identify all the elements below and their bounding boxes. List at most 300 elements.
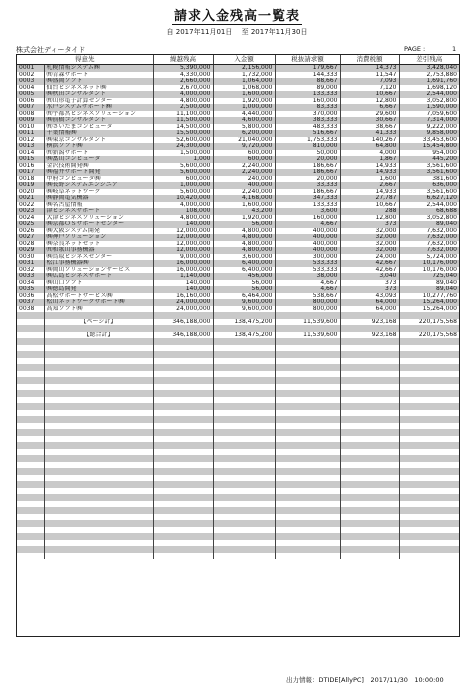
cell-balance: 2,544,000	[399, 91, 459, 98]
cell-tax: 32,000	[340, 241, 399, 248]
cell-billing: 20,000	[275, 176, 340, 183]
cell-code: 0011	[17, 130, 44, 137]
cell-billing: 89,000	[275, 85, 340, 92]
cell-payment: 56,000	[213, 280, 275, 287]
cell-empty	[340, 553, 399, 560]
cell-empty	[399, 553, 459, 560]
cell-tax: 29,600	[340, 111, 399, 118]
cell-name: ㈱長野システムエンジニア	[44, 182, 153, 189]
cell-billing: 800,000	[275, 306, 340, 313]
cell-name: 松山ネットワークサポート㈱	[44, 299, 153, 306]
cell-name: 千葉情報㈱	[44, 130, 153, 137]
cell-billing: 533,333	[275, 260, 340, 267]
cell-tax: 923,168	[340, 319, 399, 326]
cell-name: 高松サポートサービス㈱	[44, 293, 153, 300]
cell-payment: 9,720,000	[213, 143, 275, 150]
cell-payment: 4,168,000	[213, 195, 275, 202]
cell-code: 0033	[17, 273, 44, 280]
cell-billing: 483,333	[275, 124, 340, 131]
cell-tax: 373	[340, 221, 399, 228]
cell-carryover: 5,390,000	[153, 65, 213, 72]
cell-billing: 11,539,600	[275, 319, 340, 326]
cell-name: ㈱静岡電気機器	[44, 195, 153, 202]
company-name: 株式会社ディータイド	[16, 46, 86, 54]
cell-carryover: 52,600,000	[153, 137, 213, 144]
cell-tax: 11,547	[340, 72, 399, 79]
cell-empty	[44, 553, 153, 560]
cell-name: 【総合計】	[44, 332, 153, 339]
cell-name: ㈱岡山ソリューションサービス	[44, 267, 153, 274]
cell-balance: 89,040	[399, 221, 459, 228]
cell-payment: 138,475,200	[213, 319, 275, 326]
cell-carryover: 4,000,000	[153, 202, 213, 209]
cell-code: 0014	[17, 150, 44, 157]
cell-code: 0004	[17, 85, 44, 92]
cell-code: 0001	[17, 65, 44, 72]
cell-carryover: 24,000,000	[153, 299, 213, 306]
cell-name: ㈱奈良ネットセット	[44, 241, 153, 248]
cell-billing: 133,333	[275, 91, 340, 98]
cell-payment: 1,732,000	[213, 72, 275, 79]
cell-code: 0030	[17, 254, 44, 261]
cell-tax: 373	[340, 286, 399, 293]
cell-name: ㈲宇都宮ビジネスソリューション	[44, 111, 153, 118]
balance-table	[17, 55, 459, 559]
cell-balance: 3,052,800	[399, 98, 459, 105]
cell-carryover: 1,000,000	[153, 182, 213, 189]
cell-name: ㈲青森サポート	[44, 72, 153, 79]
cell-carryover: 4,800,000	[153, 98, 213, 105]
cell-tax: 12,800	[340, 98, 399, 105]
cell-code: 0035	[17, 286, 44, 293]
cell-billing: 400,000	[275, 247, 340, 254]
cell-code: 0009	[17, 117, 44, 124]
cell-code: 0037	[17, 299, 44, 306]
cell-name: ㈱京都ＯＳサポートセンター	[44, 221, 153, 228]
cell-payment: 400,000	[213, 182, 275, 189]
cell-tax: 288	[340, 208, 399, 215]
cell-balance: 3,052,800	[399, 215, 459, 222]
cell-billing: 83,333	[275, 104, 340, 111]
report-title: 請求入金残高一覧表	[173, 9, 300, 24]
cell-code: 0029	[17, 247, 44, 254]
cell-billing: 88,667	[275, 78, 340, 85]
cell-payment: 4,800,000	[213, 228, 275, 235]
cell-carryover: 16,000,000	[153, 260, 213, 267]
output-info: 出力情報：DTIDE[AllyPC] 2017/11/30 10:00:00	[286, 676, 444, 684]
cell-carryover: 1,500,000	[153, 150, 213, 157]
cell-empty	[213, 553, 275, 560]
cell-code: 0019	[17, 182, 44, 189]
cell-balance: 381,600	[399, 176, 459, 183]
cell-name: ㈱広島ビジネスサポート	[44, 273, 153, 280]
cell-balance: 10,277,760	[399, 293, 459, 300]
cell-name: ㈲新潟サポート	[44, 150, 153, 157]
cell-name: ㈱神戸ソリューション	[44, 234, 153, 241]
cell-code: 0028	[17, 241, 44, 248]
title-underline	[172, 24, 302, 25]
cell-balance: 89,040	[399, 280, 459, 287]
cell-code: 0032	[17, 267, 44, 274]
cell-billing: 370,000	[275, 111, 340, 118]
cell-balance: 3,561,600	[399, 169, 459, 176]
cell-payment: 4,800,000	[213, 247, 275, 254]
table-body	[17, 65, 459, 560]
cell-billing: 179,667	[275, 65, 340, 72]
cell-carryover: 140,000	[153, 286, 213, 293]
cell-billing: 516,667	[275, 130, 340, 137]
cell-carryover: 16,160,000	[153, 293, 213, 300]
header-row	[17, 55, 459, 65]
cell-billing: 4,667	[275, 286, 340, 293]
cell-billing: 50,000	[275, 150, 340, 157]
cell-balance: 6,627,120	[399, 195, 459, 202]
cell-name: 松江事務機器㈱	[44, 260, 153, 267]
cell-code: 0027	[17, 234, 44, 241]
cell-tax: 6,667	[340, 104, 399, 111]
cell-name: ㈱秋田コンサルタント	[44, 91, 153, 98]
cell-billing: 533,333	[275, 267, 340, 274]
cell-carryover: 14,500,000	[153, 124, 213, 131]
cell-payment: 456,000	[213, 273, 275, 280]
cell-tax: 42,667	[340, 267, 399, 274]
cell-billing: 4,667	[275, 280, 340, 287]
cell-billing: 1,753,333	[275, 137, 340, 144]
cell-name: ㈱岐阜ネットワーク	[44, 189, 153, 196]
header-customer: 得意先	[17, 55, 153, 65]
cell-tax: 64,000	[340, 299, 399, 306]
cell-payment: 600,000	[213, 156, 275, 163]
cell-payment: 5,800,000	[213, 124, 275, 131]
cell-payment: 2,240,000	[213, 163, 275, 170]
cell-name: ㈱山口ソフト	[44, 280, 153, 287]
cell-billing: 186,667	[275, 169, 340, 176]
cell-tax: 14,373	[340, 65, 399, 72]
balance-table-frame	[16, 54, 460, 637]
cell-billing: 300,000	[275, 254, 340, 261]
cell-carryover: 12,000,000	[153, 241, 213, 248]
cell-balance: 636,000	[399, 182, 459, 189]
cell-carryover: 108,000	[153, 208, 213, 215]
cell-name: 札幌情報システム㈱	[44, 65, 153, 72]
cell-tax: 7,120	[340, 85, 399, 92]
cell-name: ㈱富山コンピュータ	[44, 156, 153, 163]
cell-payment: 1,600,000	[213, 202, 275, 209]
cell-tax: 64,800	[340, 143, 399, 150]
cell-carryover: 1,140,000	[153, 273, 213, 280]
cell-carryover: 1,000	[153, 156, 213, 163]
cell-name: ㈱前橋コンサルタント	[44, 117, 153, 124]
cell-billing: 400,000	[275, 241, 340, 248]
table-row	[17, 65, 459, 72]
cell-tax: 10,667	[340, 202, 399, 209]
cell-code: 0021	[17, 195, 44, 202]
cell-carryover: 4,330,000	[153, 72, 213, 79]
cell-payment: 2,240,000	[213, 169, 275, 176]
cell-carryover: 5,600,000	[153, 163, 213, 170]
cell-balance: 33,453,600	[399, 137, 459, 144]
cell-carryover: 12,000,000	[153, 234, 213, 241]
total-row	[17, 319, 459, 326]
cell-carryover: 12,000,000	[153, 228, 213, 235]
cell-payment: 56,000	[213, 286, 275, 293]
cell-code: 0018	[17, 176, 44, 183]
cell-payment: 1,920,000	[213, 98, 275, 105]
cell-payment: 1,920,000	[213, 215, 275, 222]
cell-balance: 3,561,600	[399, 189, 459, 196]
cell-payment: 600,000	[213, 150, 275, 157]
cell-payment: 1,068,000	[213, 85, 275, 92]
cell-balance: 7,632,000	[399, 241, 459, 248]
cell-carryover: 16,000,000	[153, 267, 213, 274]
cell-name: ㈱福井サポート開発	[44, 169, 153, 176]
cell-tax: 38,667	[340, 124, 399, 131]
cell-carryover: 12,000,000	[153, 247, 213, 254]
cell-name: 横浜ソフト㈱	[44, 143, 153, 150]
cell-empty	[275, 553, 340, 560]
cell-code: 0013	[17, 143, 44, 150]
cell-empty	[153, 553, 213, 560]
cell-carryover: 24,300,000	[153, 143, 213, 150]
report-period: 自 2017年11月01日 至 2017年11月30日	[166, 28, 308, 36]
cell-balance: 1,590,000	[399, 104, 459, 111]
cell-code: 0017	[17, 169, 44, 176]
cell-name: ㈱盛岡ソフト	[44, 78, 153, 85]
cell-payment: 6,400,000	[213, 260, 275, 267]
cell-tax: 3,040	[340, 273, 399, 280]
cell-carryover: 24,000,000	[153, 306, 213, 313]
cell-billing: 810,000	[275, 143, 340, 150]
cell-tax: 1,600	[340, 176, 399, 183]
cell-name: ㈲山形電子計算センター	[44, 98, 153, 105]
cell-carryover: 346,188,000	[153, 319, 213, 326]
cell-carryover: 15,500,000	[153, 130, 213, 137]
cell-carryover: 140,000	[153, 221, 213, 228]
cell-code: 0015	[17, 156, 44, 163]
cell-carryover: 9,000,000	[153, 254, 213, 261]
cell-billing: 538,667	[275, 293, 340, 300]
cell-code: 0008	[17, 111, 44, 118]
cell-balance: 10,176,000	[399, 267, 459, 274]
cell-billing: 400,000	[275, 228, 340, 235]
cell-payment: 43,200	[213, 208, 275, 215]
cell-tax: 27,787	[340, 195, 399, 202]
cell-tax: 14,933	[340, 163, 399, 170]
cell-tax: 1,867	[340, 156, 399, 163]
cell-payment: 1,000,000	[213, 104, 275, 111]
cell-balance: 5,724,000	[399, 254, 459, 261]
cell-code: 0007	[17, 104, 44, 111]
cell-tax: 12,800	[340, 215, 399, 222]
cell-code: 0036	[17, 293, 44, 300]
cell-payment: 240,000	[213, 176, 275, 183]
cell-billing: 3,600	[275, 208, 340, 215]
cell-payment: 138,475,200	[213, 332, 275, 339]
total-row	[17, 332, 459, 339]
cell-name: ㈱大阪システム開発	[44, 228, 153, 235]
cell-balance: 15,264,000	[399, 306, 459, 313]
cell-code: 0016	[17, 163, 44, 170]
cell-code: 0022	[17, 202, 44, 209]
cell-name: 水戸システムサポート㈱	[44, 104, 153, 111]
blank-row	[17, 553, 459, 560]
cell-code: 0026	[17, 228, 44, 235]
cell-tax: 140,267	[340, 137, 399, 144]
cell-balance: 7,059,600	[399, 111, 459, 118]
cell-tax: 14,933	[340, 169, 399, 176]
cell-payment: 6,464,000	[213, 293, 275, 300]
cell-name: 津ビジネスサポート	[44, 208, 153, 215]
cell-balance: 1,691,760	[399, 78, 459, 85]
cell-carryover: 11,100,000	[153, 111, 213, 118]
cell-name: 大津ビジネスソリューション	[44, 215, 153, 222]
cell-code: 0034	[17, 280, 44, 287]
cell-billing: 186,667	[275, 189, 340, 196]
cell-code: 0023	[17, 208, 44, 215]
cell-billing: 20,000	[275, 156, 340, 163]
cell-payment: 9,600,000	[213, 299, 275, 306]
cell-name: 甲府コンピュータ㈱	[44, 176, 153, 183]
cell-code: 0005	[17, 91, 44, 98]
cell-name: ㈱東京コンサルタント	[44, 137, 153, 144]
cell-balance: 7,632,000	[399, 228, 459, 235]
cell-balance: 9,222,000	[399, 124, 459, 131]
cell-empty	[17, 553, 44, 560]
cell-carryover: 2,670,000	[153, 85, 213, 92]
cell-tax: 32,000	[340, 247, 399, 254]
cell-carryover: 600,000	[153, 176, 213, 183]
cell-billing: 38,000	[275, 273, 340, 280]
cell-code: 0006	[17, 98, 44, 105]
cell-code: 0025	[17, 221, 44, 228]
cell-payment: 4,600,000	[213, 117, 275, 124]
cell-name: ㈱名古屋情報	[44, 202, 153, 209]
cell-balance: 7,632,000	[399, 247, 459, 254]
cell-payment: 4,440,000	[213, 111, 275, 118]
cell-carryover: 346,188,000	[153, 332, 213, 339]
cell-billing: 144,333	[275, 72, 340, 79]
cell-tax: 373	[340, 280, 399, 287]
cell-payment: 4,800,000	[213, 234, 275, 241]
cell-balance: 89,040	[399, 286, 459, 293]
cell-name: ㈲和歌山事務機器	[44, 247, 153, 254]
cell-billing: 33,333	[275, 182, 340, 189]
cell-billing: 160,000	[275, 215, 340, 222]
cell-tax: 42,667	[340, 260, 399, 267]
cell-carryover: 4,000,000	[153, 91, 213, 98]
cell-billing: 347,333	[275, 195, 340, 202]
cell-name: 仙台ビジネスネット㈱	[44, 85, 153, 92]
cell-tax: 32,000	[340, 234, 399, 241]
cell-code: 0031	[17, 260, 44, 267]
cell-balance: 725,040	[399, 273, 459, 280]
header-payment: 入金額	[213, 55, 275, 65]
cell-tax: 32,000	[340, 228, 399, 235]
cell-code: 0038	[17, 306, 44, 313]
cell-payment: 1,600,000	[213, 91, 275, 98]
cell-payment: 2,240,000	[213, 189, 275, 196]
cell-tax: 64,000	[340, 306, 399, 313]
cell-carryover: 10,420,000	[153, 195, 213, 202]
cell-name: 高知ソフト㈱	[44, 306, 153, 313]
cell-balance: 220,175,568	[399, 332, 459, 339]
cell-payment: 21,040,000	[213, 137, 275, 144]
cell-balance: 9,858,000	[399, 130, 459, 137]
cell-carryover: 2,660,000	[153, 78, 213, 85]
cell-tax: 43,093	[340, 293, 399, 300]
cell-code: 0002	[17, 72, 44, 79]
cell-carryover: 5,600,000	[153, 169, 213, 176]
header-tax: 消費税額	[340, 55, 399, 65]
cell-name: ㈱徳島開発	[44, 286, 153, 293]
cell-payment: 6,200,000	[213, 130, 275, 137]
cell-code: 0020	[17, 189, 44, 196]
cell-tax: 30,667	[340, 117, 399, 124]
cell-carryover: 5,600,000	[153, 189, 213, 196]
cell-balance: 2,753,880	[399, 72, 459, 79]
cell-code: 0012	[17, 137, 44, 144]
cell-tax: 7,093	[340, 78, 399, 85]
cell-billing: 400,000	[275, 234, 340, 241]
cell-balance: 7,632,000	[399, 234, 459, 241]
cell-balance: 15,264,000	[399, 299, 459, 306]
cell-carryover: 2,500,000	[153, 104, 213, 111]
cell-balance: 3,428,040	[399, 65, 459, 72]
cell-payment: 3,600,000	[213, 254, 275, 261]
cell-billing: 11,539,600	[275, 332, 340, 339]
header-carryover: 繰越残高	[153, 55, 213, 65]
cell-name: 【ページ計】	[44, 319, 153, 326]
cell-balance: 2,544,000	[399, 202, 459, 209]
cell-balance: 1,698,120	[399, 85, 459, 92]
cell-balance: 954,000	[399, 150, 459, 157]
cell-code: 0003	[17, 78, 44, 85]
cell-tax: 923,168	[340, 332, 399, 339]
cell-balance: 220,175,568	[399, 319, 459, 326]
cell-code: 0024	[17, 215, 44, 222]
cell-billing: 186,667	[275, 163, 340, 170]
cell-payment: 1,064,000	[213, 78, 275, 85]
header-balance: 差引残高	[399, 55, 459, 65]
cell-carryover: 11,500,000	[153, 117, 213, 124]
cell-tax: 41,333	[340, 130, 399, 137]
cell-payment: 6,400,000	[213, 267, 275, 274]
cell-name: ㈲さいたまコンピュータ	[44, 124, 153, 131]
cell-balance: 68,688	[399, 208, 459, 215]
cell-billing: 160,000	[275, 98, 340, 105]
cell-carryover: 4,800,000	[153, 215, 213, 222]
cell-carryover: 140,000	[153, 280, 213, 287]
cell-balance: 15,454,800	[399, 143, 459, 150]
header-billing: 税抜請求額	[275, 55, 340, 65]
cell-billing: 133,333	[275, 202, 340, 209]
cell-tax: 10,667	[340, 91, 399, 98]
cell-payment: 56,000	[213, 221, 275, 228]
cell-payment: 4,800,000	[213, 241, 275, 248]
cell-tax: 14,933	[340, 189, 399, 196]
cell-tax: 2,667	[340, 182, 399, 189]
cell-code: 0010	[17, 124, 44, 131]
cell-tax: 24,000	[340, 254, 399, 261]
page-label: PAGE :	[404, 45, 426, 53]
cell-billing: 800,000	[275, 299, 340, 306]
page-number: 1	[452, 45, 457, 53]
cell-balance: 3,561,600	[399, 163, 459, 170]
cell-balance: 7,314,000	[399, 117, 459, 124]
cell-billing: 383,333	[275, 117, 340, 124]
cell-name: 金沢技術開発㈱	[44, 163, 153, 170]
cell-payment: 9,600,000	[213, 306, 275, 313]
